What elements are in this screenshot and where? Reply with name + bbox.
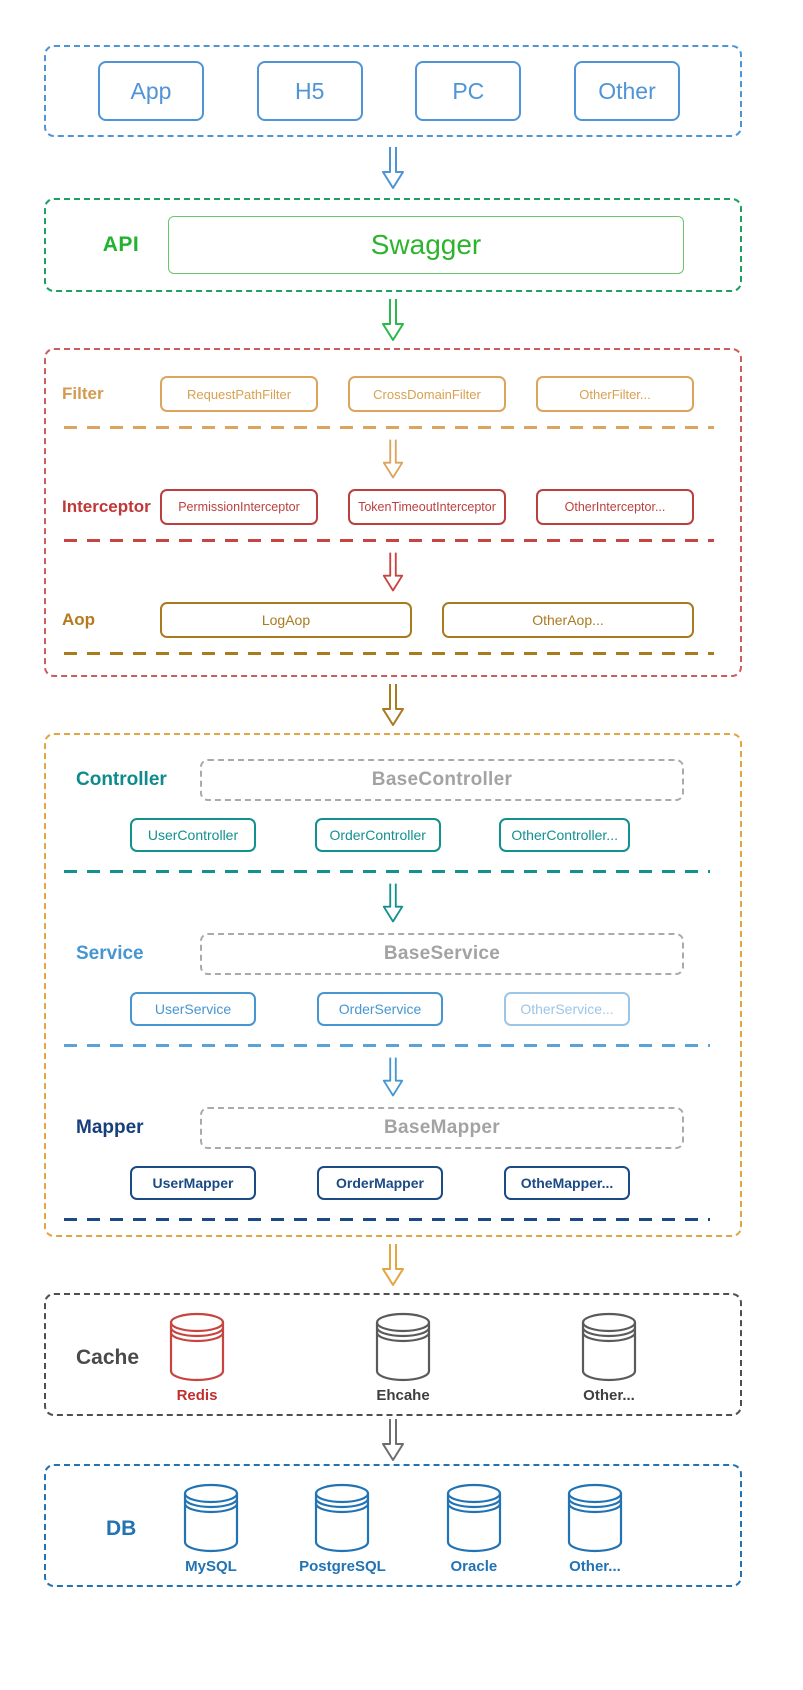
- service-label: Service: [76, 943, 144, 964]
- divider: [64, 652, 714, 655]
- aop-box: OtherAop...: [442, 602, 694, 638]
- interceptor-box: OtherInterceptor...: [536, 489, 694, 525]
- flow-gap: [44, 292, 742, 348]
- database-icon: [576, 1311, 642, 1383]
- down-arrow-icon: [380, 1241, 406, 1289]
- divider: [64, 1044, 710, 1047]
- down-arrow-icon: [380, 144, 406, 192]
- api-label: API: [102, 233, 140, 256]
- interceptor-box: TokenTimeoutInterceptor: [348, 489, 506, 525]
- cache-label: Cache: [76, 1345, 140, 1369]
- filter-box: OtherFilter...: [536, 376, 694, 412]
- interceptor-label: Interceptor: [62, 497, 151, 516]
- db-item-label: Other...: [569, 1558, 621, 1575]
- flow-gap: [44, 677, 742, 733]
- mapper-section: [46, 1107, 740, 1200]
- database-icon: [370, 1311, 436, 1383]
- controller-label: Controller: [76, 769, 167, 790]
- down-arrow-icon: [381, 880, 405, 926]
- interceptor-row: [46, 489, 740, 525]
- down-arrow-icon: [380, 296, 406, 344]
- mapper-label: Mapper: [76, 1117, 144, 1138]
- service-box: OtherService...: [504, 992, 630, 1026]
- db-panel: [44, 1464, 742, 1587]
- middleware-panel: [44, 348, 742, 677]
- db-item-label: MySQL: [185, 1558, 237, 1575]
- divider: [64, 1218, 710, 1221]
- cache-other: [576, 1311, 642, 1404]
- aop-label: Aop: [62, 610, 96, 629]
- db-oracle: [441, 1482, 507, 1575]
- controller-box: OrderController: [315, 818, 441, 852]
- filter-box: CrossDomainFilter: [348, 376, 506, 412]
- divider: [64, 426, 714, 429]
- down-arrow-icon: [381, 437, 405, 481]
- down-arrow-icon: [380, 681, 406, 729]
- client-box-other: Other: [574, 61, 680, 121]
- cache-ehcache: [370, 1311, 436, 1404]
- database-icon: [164, 1311, 230, 1383]
- base-controller-box: BaseController: [200, 759, 684, 801]
- filter-row: [46, 376, 740, 412]
- interceptor-box: PermissionInterceptor: [160, 489, 318, 525]
- db-other: [562, 1482, 628, 1575]
- client-box-h5: H5: [257, 61, 363, 121]
- service-box: UserService: [130, 992, 256, 1026]
- service-box: OrderService: [317, 992, 443, 1026]
- filter-label: Filter: [62, 384, 104, 403]
- divider: [64, 539, 714, 542]
- controller-box: UserController: [130, 818, 256, 852]
- db-label: DB: [106, 1516, 137, 1540]
- base-mapper-box: BaseMapper: [200, 1107, 684, 1149]
- controller-section: [46, 759, 740, 852]
- database-icon: [562, 1482, 628, 1554]
- flow-gap: [44, 1416, 742, 1464]
- filter-box: RequestPathFilter: [160, 376, 318, 412]
- divider: [64, 870, 710, 873]
- database-icon: [178, 1482, 244, 1554]
- layers-panel: [44, 733, 742, 1237]
- db-item-label: PostgreSQL: [299, 1558, 386, 1575]
- down-arrow-icon: [381, 550, 405, 594]
- mapper-box: OtheMapper...: [504, 1166, 630, 1200]
- database-icon: [441, 1482, 507, 1554]
- database-icon: [309, 1482, 375, 1554]
- db-item-label: Oracle: [450, 1558, 498, 1575]
- api-panel: [44, 198, 742, 292]
- base-service-box: BaseService: [200, 933, 684, 975]
- service-section: [46, 933, 740, 1026]
- aop-row: [46, 602, 740, 638]
- flow-gap: [44, 137, 742, 198]
- cache-item-label: Redis: [176, 1387, 218, 1404]
- down-arrow-icon: [381, 1054, 405, 1100]
- cache-panel: [44, 1293, 742, 1416]
- cache-redis: [164, 1311, 230, 1404]
- flow-gap: [44, 1237, 742, 1293]
- client-box-pc: PC: [415, 61, 521, 121]
- down-arrow-icon: [380, 1417, 406, 1463]
- aop-box: LogAop: [160, 602, 412, 638]
- client-box-app: App: [98, 61, 204, 121]
- controller-box: OtherController...: [499, 818, 630, 852]
- swagger-box: Swagger: [168, 216, 684, 274]
- db-mysql: [178, 1482, 244, 1575]
- clients-panel: [44, 45, 742, 137]
- cache-item-label: Ehcahe: [376, 1387, 430, 1404]
- cache-item-label: Other...: [583, 1387, 635, 1404]
- mapper-box: UserMapper: [130, 1166, 256, 1200]
- db-postgresql: [299, 1482, 386, 1575]
- mapper-box: OrderMapper: [317, 1166, 443, 1200]
